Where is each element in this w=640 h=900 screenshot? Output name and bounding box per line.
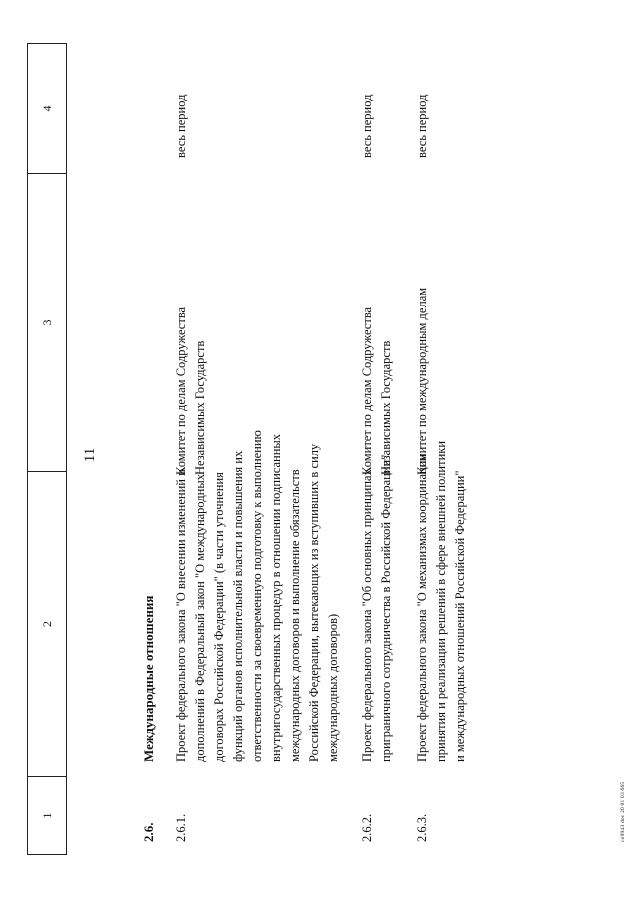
item-period: весь период — [415, 94, 429, 158]
footer-document-code: со9943 doc 20 01 03 665 — [620, 781, 626, 842]
section-title: Международные отношения — [141, 595, 156, 762]
section-number: 2.6. — [141, 822, 156, 842]
header-col-4: 4 — [28, 44, 67, 174]
header-col-3: 3 — [28, 174, 67, 472]
header-col-2: 2 — [28, 472, 67, 777]
item-number: 2.6.2. — [360, 813, 374, 842]
item-description: Проект федерального закона "Об основных принципах приграничного сотрудничества в Российской Федерации" — [360, 454, 393, 762]
item-period: весь период — [360, 94, 374, 158]
item-committee: Комитет по делам Содружества Независимых Государств — [360, 306, 393, 475]
item-committee: Комитет по международным делам — [415, 287, 429, 475]
item-period: весь период — [174, 94, 188, 158]
item-description: Проект федерального закона "О механизмах координации принятия и реализации решений в сфере внешней политики и международных отношений Российской Федерации" — [415, 440, 467, 762]
page-number: 11 — [82, 447, 98, 463]
column-number-header — [27, 43, 67, 855]
item-description: Проект федерального закона "О внесении изменений и дополнений в Федеральный закон "О международных договорах Российской Федерации" (в части уточнения функций органов исполнительной власти и повышения их ответственности за своевременную подготовку к выполнению внутригосударственных процедур в отношении подписанных международных договоров и выполнение обязательств Российской Федерации, вытекающих из вступивших в силу международных договоров) — [174, 430, 340, 762]
item-committee: Комитет по делам Содружества Независимых Государств — [174, 306, 207, 475]
header-col-1: 1 — [28, 777, 67, 855]
item-number: 2.6.3. — [415, 813, 429, 842]
item-number: 2.6.1. — [174, 813, 188, 842]
